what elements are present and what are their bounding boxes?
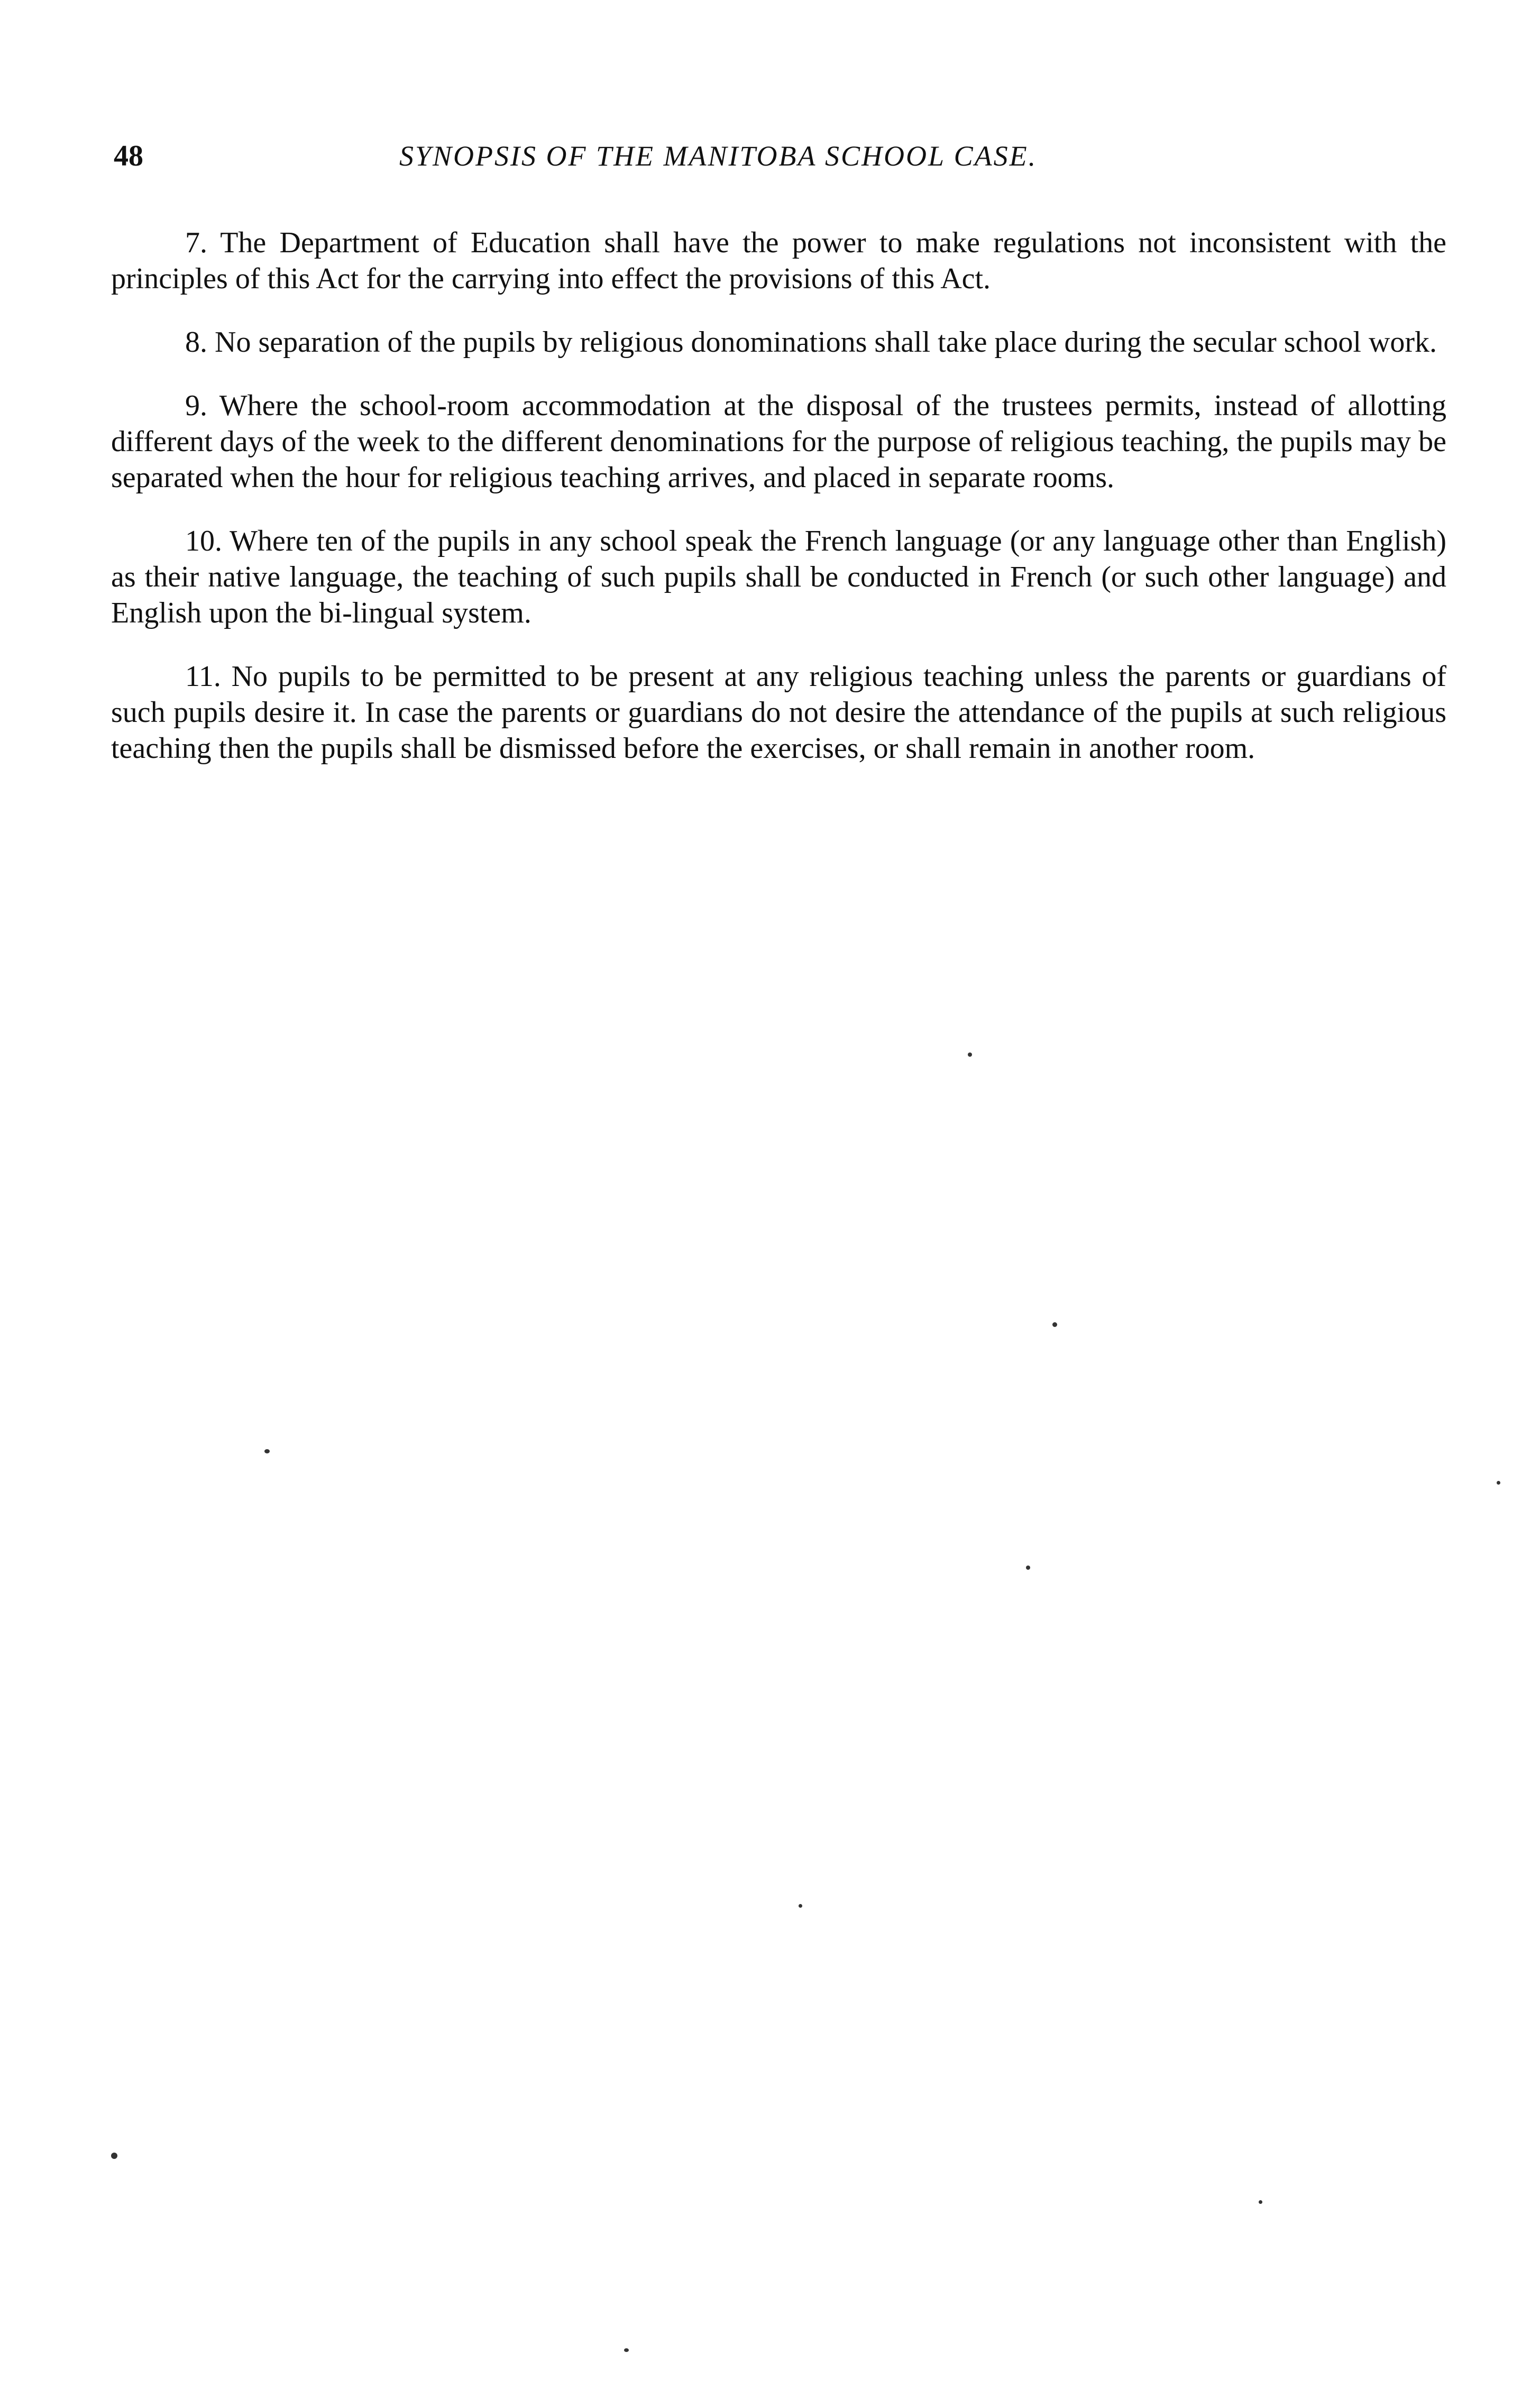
scan-speck: [1497, 1481, 1500, 1485]
page-header: [114, 135, 1446, 177]
body-text: [111, 225, 1446, 794]
paragraph-10: 10. Where ten of the pupils in any school speak the French language (or any language other than English) as their native language, the teaching of such pupils shall be conducted in French (or such other language) and English upon the bi-lingual system.: [111, 525, 1446, 629]
paragraph-9: 9. Where the school-room accommodation at the disposal of the trustees permits, instead of allotting different days of the week to the different denominations for the purpose of religious teaching, the pupils may be separated when the hour for religious teaching arrives, and placed in separate rooms.: [111, 389, 1447, 494]
scan-speck: [624, 2348, 629, 2352]
paragraph-8: 8. No separation of the pupils by religious donominations shall take place during the secular school work.: [185, 326, 1437, 359]
page-number: 48: [114, 140, 143, 172]
scan-speck: [1026, 1566, 1030, 1570]
scan-speck: [1259, 2200, 1262, 2204]
scan-speck: [799, 1904, 802, 1908]
running-title: SYNOPSIS OF THE MANITOBA SCHOOL CASE.: [399, 140, 1038, 172]
scan-speck: [968, 1052, 972, 1057]
paragraph-7: 7. The Department of Education shall have the power to make regulations not inconsistent with the principles of this Act for the carrying into effect the provisions of this Act.: [111, 226, 1446, 295]
scan-speck: [111, 2153, 117, 2159]
paragraph-11: 11. No pupils to be permitted to be present at any religious teaching unless the parents or guardians of such pupils desire it. In case the parents or guardians do not desire the attendance of the pupils at such religious teaching then the pupils shall be dismissed before the exercises, or shall remain in another room.: [111, 660, 1446, 765]
scan-speck: [1052, 1322, 1057, 1327]
scan-speck: [264, 1449, 270, 1453]
